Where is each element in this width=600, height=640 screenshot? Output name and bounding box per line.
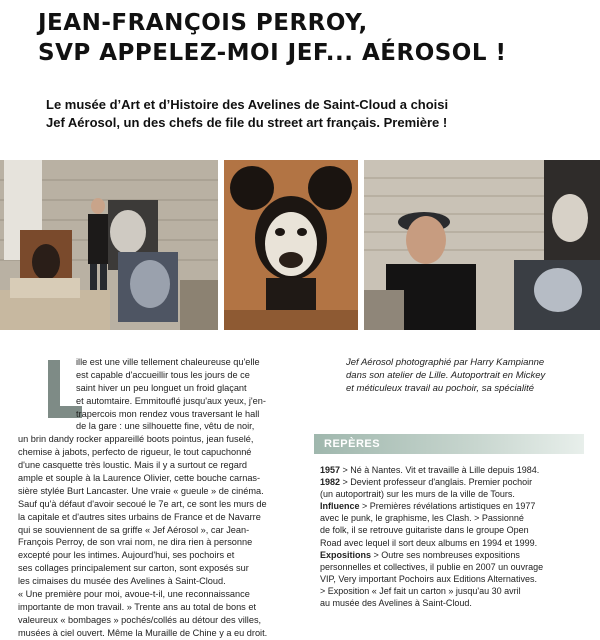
reperes-key: Expositions [320, 549, 372, 560]
body-line: sière stylée Burt Lancaster. Une vraie « gueule » de cinéma. [18, 485, 264, 496]
body-line: importante de mon travail. » Trente ans au total de bons et [18, 601, 256, 612]
reperes-text: > Exposition « Jef fait un carton » jusqu'au 30 avril [320, 585, 521, 596]
reperes-entry [320, 561, 590, 573]
photo-artist-portrait [364, 160, 600, 330]
caption-line: Jef Aérosol photographié par Harry Kampianne [346, 357, 545, 368]
reperes-entry [320, 512, 590, 524]
body-line: ille est une ville tellement chaleureuse qu'elle [76, 357, 260, 367]
body-line: et automtaire. Emmitouflé jusqu'aux yeux, j'en- [76, 395, 266, 406]
photo-mickey-stencil [224, 160, 358, 330]
body-line: la capitale et d'autres sites urbains de France et de Navarre [18, 511, 261, 522]
reperes-key: 1957 [320, 465, 341, 475]
reperes-text: > Devient professeur d'anglais. Premier pochoir [340, 477, 533, 488]
body-line: d'une casquette très loustic. Mais il y a surtout ce regard [18, 460, 248, 471]
body-line: excepté pour les intimes. Aujourd'hui, ses pochoirs et [18, 550, 235, 561]
reperes-text: > Outre ses nombreuses expositions [371, 549, 520, 560]
body-line: trapercois mon rendez vous traversant le hall [76, 408, 260, 419]
reperes-text: (un autoportrait) sur les murs de la ville de Tours. [320, 489, 515, 500]
body-line: chemise à jabots, perfecto de rigueur, le tout capuchonné [18, 447, 252, 458]
photo-artist-studio [0, 160, 218, 330]
article-body [18, 356, 324, 640]
reperes-key: 1982 [320, 477, 341, 488]
reperes-entry [320, 585, 590, 597]
title-line-2: SVP APPELEZ-MOI JEF... AÉROSOL ! [38, 40, 507, 66]
reperes-entry [320, 549, 590, 561]
reperes-text: personnelles et collectives, il publie en 2007 un ouvrage [320, 561, 544, 572]
reperes-entry [320, 524, 590, 536]
reperes-text: > Né à Nantes. Vit et travaille à Lille depuis 1984. [340, 465, 540, 475]
reperes-text: > Premières révélations artistiques en 1977 [359, 501, 536, 512]
body-line: valeureux « bombages » pochés/collés au détour des villes, [18, 614, 262, 625]
reperes-entry [320, 537, 590, 549]
body-line: ses collages principalement sur carton, sont exposés sur [18, 563, 249, 574]
caption-line: et méticuleux travail au pochoir, sa spécialité [346, 383, 534, 394]
body-line: François Perroy, de son vrai nom, ne dira rien à personne [18, 537, 253, 548]
body-line: les cimaises du musée des Avelines à Saint-Cloud. [18, 576, 226, 587]
body-line: saint hiver un peu longuet un froid glaçant [76, 382, 247, 393]
reperes-key: Influence [320, 501, 360, 512]
reperes-text: Road avec lequel il sort deux albums en 1994 et 1999. [320, 537, 538, 548]
caption-line: dans son atelier de Lille. Autoportrait en Mickey [346, 370, 546, 381]
body-line: est capable d'accueillir tous les jours de ce [76, 369, 250, 380]
reperes-entry [320, 500, 590, 512]
reperes-entry [320, 597, 590, 609]
reperes-text: de folk, il se retrouve guitariste dans le groupe Open [320, 525, 529, 536]
body-line: Sauf qu'à défaut d'avoir secoué le 7e art, ce sont les murs de [18, 498, 267, 509]
reperes-entry [320, 573, 590, 585]
article-title [38, 8, 578, 68]
lead-line-2: Jef Aérosol, un des chefs de file du street art français. Première ! [46, 115, 448, 130]
body-line: un brin dandy rocker appareillé boots pointus, jean fuselé, [18, 434, 254, 445]
body-line: de la gare : une silhouette fine, vêtu de noir, [76, 421, 255, 432]
reperes-entry [320, 488, 590, 500]
body-line: « Une première pour moi, avoue-t-il, une reconnaissance [18, 589, 250, 600]
photo-caption [346, 356, 586, 395]
body-line: musées à ciel ouvert. Même la Muraille de Chine y a eu droit. [18, 627, 268, 638]
reperes-entry [320, 476, 590, 488]
title-line-1: JEAN-FRANÇOIS PERROY, [38, 10, 368, 36]
body-line: qui se souviennent de sa griffe « Jef Aérosol », car Jean- [18, 524, 250, 535]
body-line: ample et souple à la Laurence Olivier, cette bouche carnas- [18, 473, 261, 484]
article-lead [46, 96, 576, 132]
lead-line-1: Le musée d’Art et d’Histoire des Avelines de Saint-Cloud a choisi [46, 97, 449, 112]
reperes-list [320, 464, 590, 609]
reperes-heading: REPÈRES [314, 434, 584, 454]
reperes-text: au musée des Avelines à Saint-Cloud. [320, 598, 472, 609]
reperes-text: VIP, Very important Pochoirs aux Editions Alternatives. [320, 573, 537, 584]
reperes-entry [320, 464, 590, 476]
reperes-text: avec le punk, le graphisme, les Clash. > Passionné [320, 513, 524, 524]
